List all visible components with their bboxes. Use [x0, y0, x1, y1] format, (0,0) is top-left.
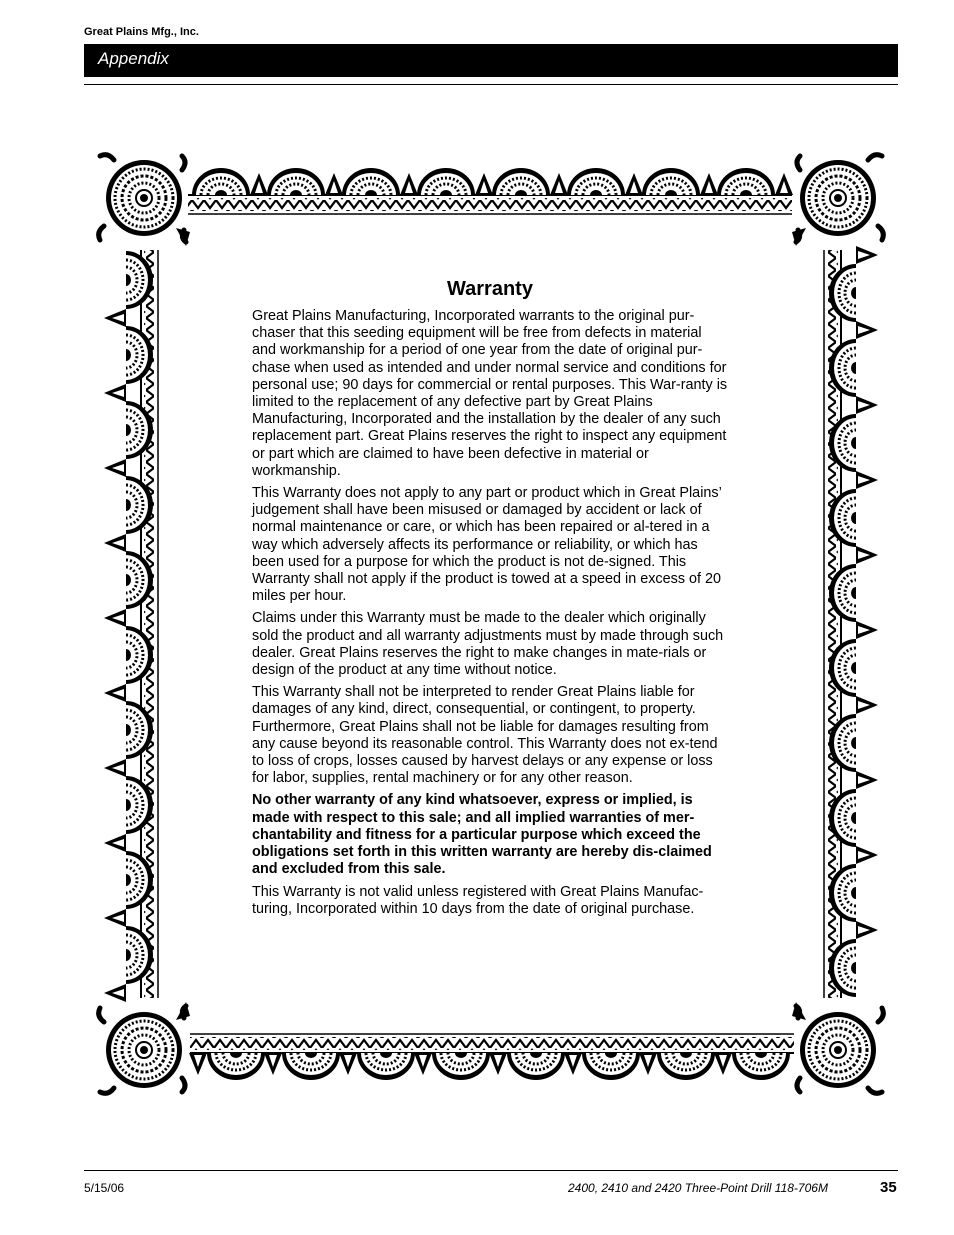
footer-date: 5/15/06: [84, 1181, 125, 1195]
section-header-bar: [84, 44, 898, 77]
warranty-paragraph-1: Great Plains Manufacturing, Incorporated warrants to the original pur-chaser that this seeding equipment will be free from defects in material and workmanship for a period of one year from the date of original pur-chase when used as intended and under normal service and conditions for personal use; 90 days for commercial or rental purposes. This War-ranty is limited to the replacement of any defective part by Great Plains Manufacturing, Incorporated and the installation by the dealer of any such replacement part. Great Plains reserves the right to inspect any equipment or part which are claimed to have been defective in material or workmanship.: [252, 308, 728, 479]
warranty-registration-note: This Warranty is not valid unless registered with Great Plains Manufac-turing, Incorporated within 10 days from the date of original purchase.: [252, 883, 704, 917]
company-name: Great Plains Mfg., Inc.: [84, 26, 199, 38]
warranty-content: [252, 277, 728, 923]
page-number: 35: [880, 1179, 897, 1196]
footer-document-title: 2400, 2410 and 2420 Three-Point Drill 118-706M: [568, 1181, 828, 1195]
header-rule: [84, 84, 898, 85]
warranty-disclaimer: No other warranty of any kind whatsoever, express or implied, is made with respect to this sale; and all implied warranties of mer-chantability and fitness for a particular purpose which exceed the obligations set forth in this written warranty are hereby dis-claimed and excluded from this sale.: [252, 792, 712, 878]
section-title: Appendix: [98, 49, 169, 68]
footer-rule: [84, 1170, 898, 1171]
warranty-paragraph-4: This Warranty shall not be interpreted to render Great Plains liable for damages of any kind, direct, consequential, or contingent, to property. Furthermore, Great Plains shall not be liable for damages resulting from any cause beyond its reasonable control. This Warranty does not ex-tend to loss of crops, losses caused by harvest delays or any expense or loss for labor, supplies, rental machinery or for any other reason.: [252, 684, 718, 787]
warranty-title: Warranty: [447, 278, 533, 300]
warranty-paragraph-3: Claims under this Warranty must be made to the dealer which originally sold the product and all warranty adjustments must by made through such dealer. Great Plains reserves the right to make changes in mate-rials or design of the product at any time without notice.: [252, 610, 724, 679]
warranty-paragraph-2: This Warranty does not apply to any part or product which in Great Plains’ judgement shall have been misused or damaged by accident or lack of normal maintenance or care, or which has been repaired or al-tered in a way which adversely affects its performance or reliability, or which has been used for a purpose for which the product is not de-signed. This Warranty shall not apply if the product is towed at a speed in excess of 20 miles per hour.: [252, 485, 722, 605]
